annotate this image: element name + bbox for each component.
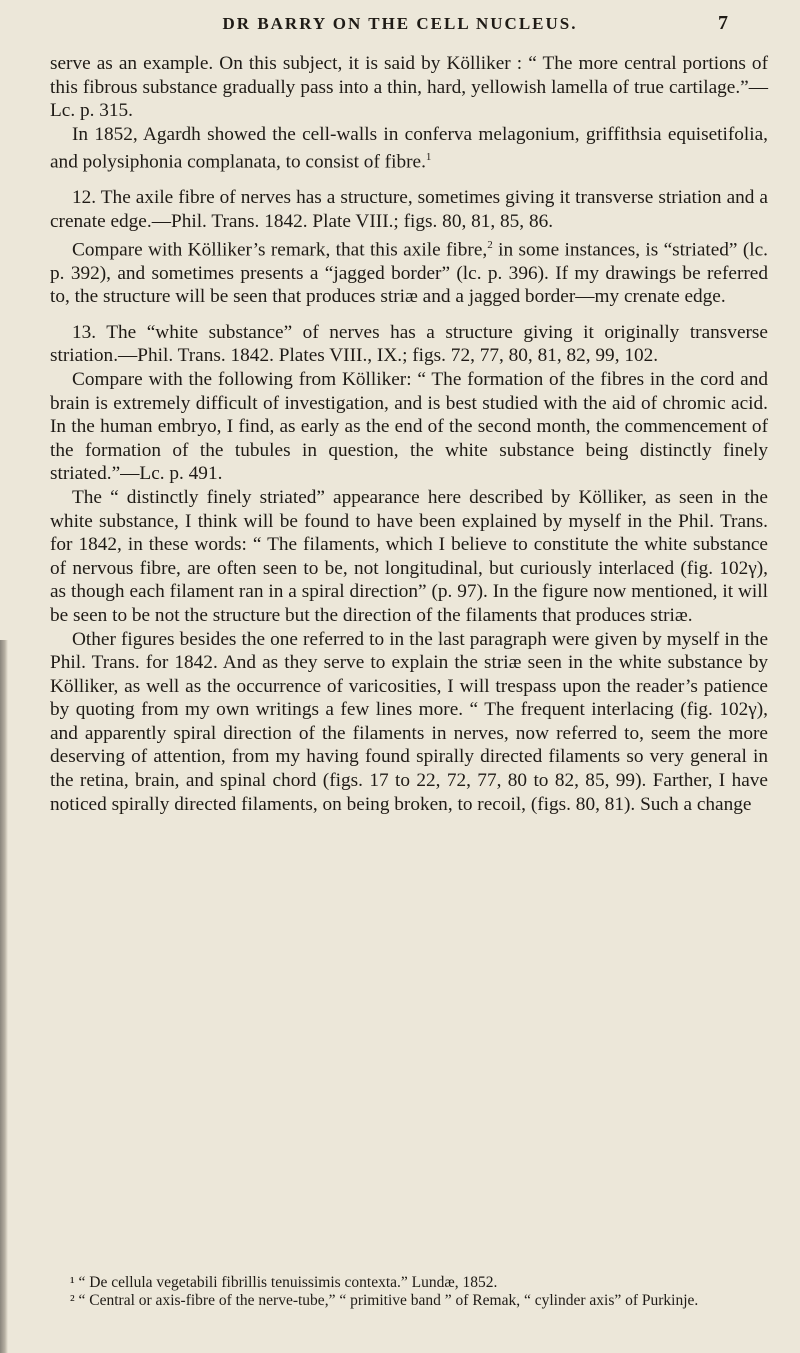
section-12-body-b: in some instances, is “striated” (lc. p. 392), and sometimes presents a “jagged border” (lc. p. 396). If my drawings be referred to, the structure will be seen that produces striæ and a jagged border—my crenate edge. bbox=[50, 239, 769, 308]
section-13-paragraph-3: Other figures besides the one referred to in the last paragraph were given by myself in the Phil. Trans. for 1842. And as they serve to explain the striæ seen in the white substance by Kölliker, as well as the occurrence of varicosities, I will trespass upon the reader’s patience by quoting from my own writings a few lines more. “ The frequent interlacing (fig. 102γ), and apparently spiral direction of the filaments in nerves, now referred to, seem the more deserving of attention, from my having found spirally directed filaments so very general in the retina, brain, and spinal chord (figs. 17 to 22, 72, 77, 80 to 82, 85, 99). Farther, I have noticed spirally directed filaments, on being broken, to recoil, (figs. 80, 81). Such a change bbox=[50, 628, 768, 815]
footnotes bbox=[50, 1274, 768, 1310]
footnote-ref-2: 2 bbox=[487, 238, 493, 251]
running-title: DR BARRY ON THE CELL NUCLEUS. bbox=[222, 14, 578, 33]
page-number: 7 bbox=[718, 12, 728, 34]
section-12-body-a: Compare with Kölliker’s remark, that this axile fibre, bbox=[72, 239, 488, 260]
footnote-ref-1: 1 bbox=[425, 151, 432, 164]
paragraph-agardh bbox=[50, 123, 768, 175]
running-head bbox=[0, 14, 800, 44]
section-12-body bbox=[50, 234, 768, 309]
section-12-heading: 12. The axile fibre of nerves has a structure, sometimes giving it transverse striation and a crenate edge.—Phil. Trans. 1842. Plate VIII.; figs. 80, 81, 85, 86. bbox=[50, 187, 768, 232]
paragraph-agardh-text: In 1852, Agardh showed the cell-walls in conferva melagonium, griffithsia equisetifolia, and polysiphonia complanata, to consist of fibre. bbox=[50, 123, 768, 173]
binding-shadow bbox=[0, 640, 8, 1353]
body-text bbox=[50, 52, 768, 816]
footnote-2: ² “ Central or axis-fibre of the nerve-tube,” “ primitive band ” of Remak, “ cylinder axis” of Purkinje. bbox=[70, 1292, 699, 1309]
footnote-1: ¹ “ De cellula vegetabili fibrillis tenuissimis contexta.” Lundæ, 1852. bbox=[70, 1274, 498, 1291]
paragraph-continuation: serve as an example. On this subject, it is said by Kölliker : “ The more central portions of this fibrous substance gradually pass into a thin, hard, yellowish lamella of true cartilage.”—Lc. p. 315. bbox=[50, 53, 768, 122]
section-13-paragraph-1: Compare with the following from Kölliker: “ The formation of the fibres in the cord and brain is extremely difficult of investigation, and is best studied with the aid of chromic acid. In the human embryo, I find, as early as the end of the second month, the commencement of the formation of the tubules in question, the white substance being distinctly finely striated.”—Lc. p. 491. bbox=[50, 368, 768, 485]
section-13-heading: 13. The “white substance” of nerves has a structure giving it originally transverse striation.—Phil. Trans. 1842. Plates VIII., IX.; figs. 72, 77, 80, 81, 82, 99, 102. bbox=[50, 321, 768, 367]
section-13-paragraph-2: The “ distinctly finely striated” appearance here described by Kölliker, as seen in the white substance, I think will be found to have been explained by myself in the Phil. Trans. for 1842, in these words: “ The filaments, which I believe to constitute the white substance of nervous fibre, are often seen to be, not longitudinal, but curiously interlaced (fig. 102γ), as though each filament ran in a spiral direction” (p. 97). In the figure now mentioned, it will be seen to be not the structure but the direction of the filaments that produces striæ. bbox=[50, 486, 768, 626]
